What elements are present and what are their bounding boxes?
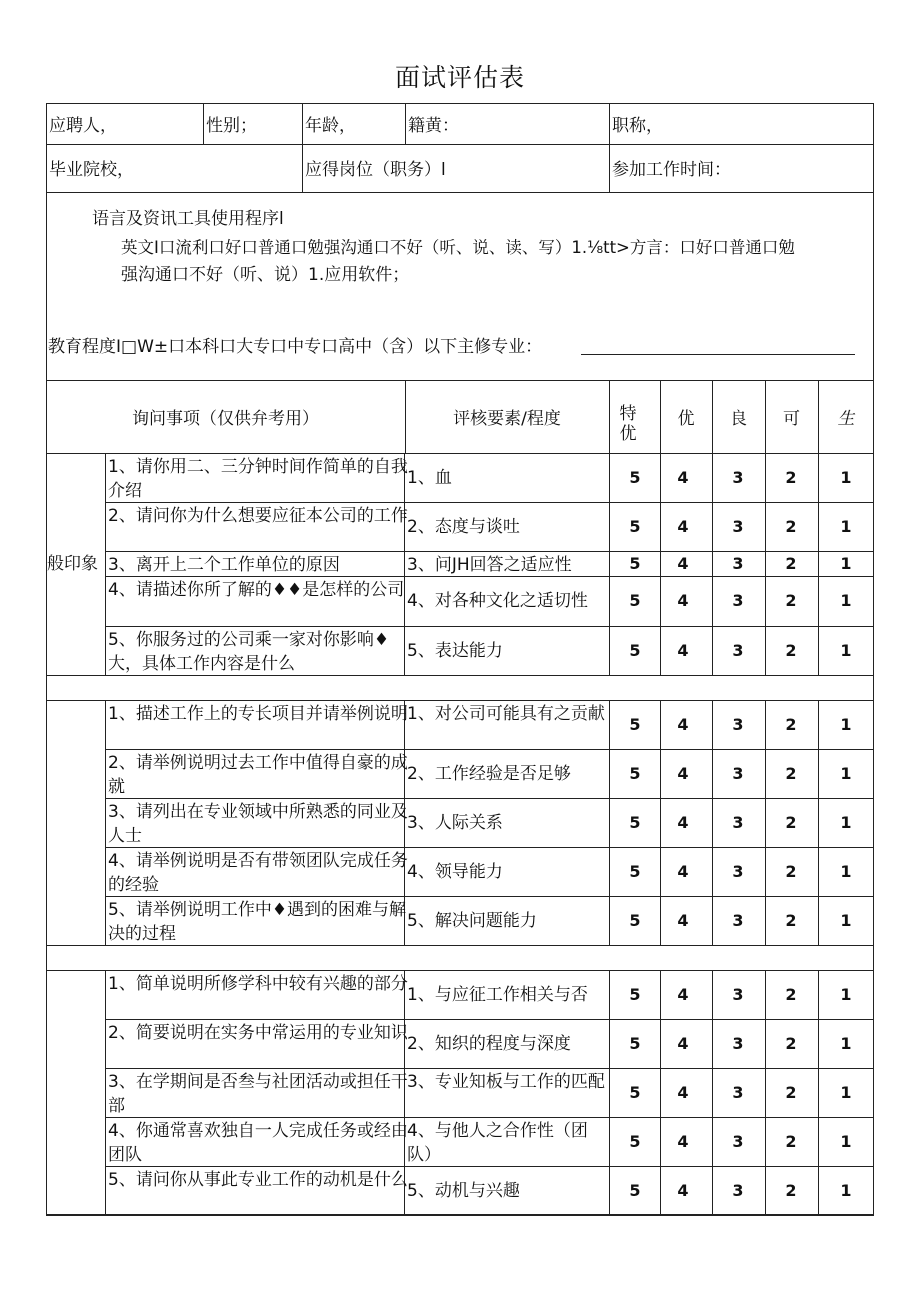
- grid-line: [765, 700, 766, 945]
- question-text: 1、简单说明所修学科中较有兴趣的部分: [108, 974, 408, 994]
- score-3: 3: [732, 640, 744, 660]
- score-4: 4: [677, 467, 689, 487]
- language-options-line1: 英文I口流利口好口普通口勉强沟通口不好（听、说、读、写）1.⅛tt>方言：口好口普通口勉: [121, 238, 795, 257]
- grid-line: [712, 700, 713, 945]
- factor-text: 5、动机与兴趣: [407, 1180, 520, 1201]
- factor-text: 4、与他人之合作性（团队）: [407, 1121, 588, 1165]
- score-3: 3: [732, 861, 744, 881]
- score-5: 5: [629, 553, 641, 573]
- score-2: 2: [785, 591, 797, 610]
- score-1: 1: [840, 1082, 852, 1102]
- question-text: 1、请你用二、三分钟时间作简单的自我介绍: [108, 457, 408, 501]
- score-2: 2: [785, 910, 797, 930]
- score-4: 4: [677, 1033, 689, 1053]
- header-factor: 评核要素/程度: [453, 409, 561, 429]
- question-text: 3、在学期间是否叁与社团活动或担任干部: [108, 1072, 408, 1116]
- grid-line: [46, 144, 874, 145]
- score-1: 1: [840, 1033, 852, 1053]
- grid-line: [105, 1068, 874, 1069]
- question-text: 5、请举例说明工作中♦遇到的困难与解决的过程: [108, 900, 407, 944]
- grid-line: [105, 576, 874, 577]
- score-5: 5: [629, 1131, 641, 1151]
- question-text: 5、你服务过的公司乘一家对你影响♦大，具体工作内容是什么: [108, 630, 390, 674]
- age-label: 年龄，: [305, 116, 356, 136]
- factor-text: 4、对各种文化之适切性: [407, 591, 588, 611]
- score-5: 5: [629, 984, 641, 1004]
- gender-label: 性别；: [206, 116, 257, 136]
- question-text: 2、请举例说明过去工作中值得自豪的成就: [108, 753, 408, 797]
- section-label: 般印象: [47, 554, 98, 574]
- score-1: 1: [840, 1180, 852, 1200]
- grid-line: [46, 1215, 874, 1216]
- grid-line: [660, 453, 661, 675]
- page-title: 面试评估表: [394, 63, 525, 92]
- score-4: 4: [677, 861, 689, 881]
- score-3: 3: [732, 1033, 744, 1053]
- grid-line: [105, 502, 874, 503]
- score-1: 1: [840, 516, 852, 536]
- score-3: 3: [732, 516, 744, 536]
- header-grade-fair: 良: [730, 409, 747, 429]
- score-5: 5: [629, 591, 641, 610]
- grid-line: [609, 380, 610, 453]
- score-1: 1: [840, 763, 852, 783]
- position-label: 应得岗位（职务）l: [305, 160, 446, 180]
- score-3: 3: [732, 910, 744, 930]
- score-2: 2: [785, 640, 797, 660]
- header-grade-excellent: 特优: [619, 404, 637, 444]
- grid-line: [105, 700, 106, 945]
- score-2: 2: [785, 1033, 797, 1053]
- grid-line: [105, 749, 874, 750]
- major-blank: [581, 354, 855, 355]
- score-1: 1: [840, 861, 852, 881]
- score-3: 3: [732, 1180, 744, 1200]
- score-1: 1: [840, 640, 852, 660]
- job-title-label: 职称，: [612, 116, 663, 136]
- score-3: 3: [732, 1082, 744, 1102]
- score-2: 2: [785, 516, 797, 536]
- score-3: 3: [732, 812, 744, 832]
- score-1: 1: [840, 1131, 852, 1151]
- grid-line: [105, 847, 874, 848]
- grid-line: [660, 970, 661, 1215]
- score-5: 5: [629, 640, 641, 660]
- factor-text: 5、解决问题能力: [407, 910, 537, 931]
- school-label: 毕业院校，: [49, 160, 134, 180]
- score-2: 2: [785, 861, 797, 881]
- factor-text: 1、血: [407, 467, 452, 488]
- header-grade-good: 优: [677, 409, 695, 429]
- score-1: 1: [840, 812, 852, 832]
- grid-line: [765, 453, 766, 675]
- question-text: 2、请问你为什么想要应征本公司的工作: [108, 506, 408, 526]
- score-5: 5: [629, 910, 641, 930]
- score-2: 2: [785, 984, 797, 1004]
- grid-line: [46, 945, 874, 946]
- score-4: 4: [677, 640, 689, 660]
- score-4: 4: [677, 1180, 689, 1200]
- score-5: 5: [629, 714, 641, 734]
- question-text: 3、离开上二个工作单位的原因: [108, 555, 340, 575]
- score-2: 2: [785, 1082, 797, 1102]
- grid-line: [105, 551, 874, 552]
- grid-line: [46, 453, 874, 454]
- score-4: 4: [677, 984, 689, 1004]
- language-heading: 语言及资讯工具使用程序l: [92, 209, 284, 229]
- grid-line: [105, 970, 106, 1215]
- applicant-label: 应聘人，: [49, 116, 117, 136]
- score-3: 3: [732, 591, 744, 610]
- grid-line: [609, 970, 610, 1215]
- score-1: 1: [840, 553, 852, 573]
- native-place-label: 籍黄：: [408, 116, 459, 136]
- score-2: 2: [785, 1131, 797, 1151]
- score-4: 4: [677, 763, 689, 783]
- header-grade-pass: 可: [783, 409, 800, 429]
- score-4: 4: [677, 1131, 689, 1151]
- question-text: 4、你通常喜欢独自一人完成任务或经由团队: [108, 1121, 408, 1165]
- score-1: 1: [840, 984, 852, 1004]
- grid-line: [660, 700, 661, 945]
- education-line: 教育程度I□W±口本科口大专口中专口高中（含）以下主修专业：: [48, 337, 543, 357]
- score-5: 5: [629, 812, 641, 832]
- header-grade-poor: 生: [837, 409, 855, 429]
- grid-line: [46, 380, 874, 381]
- score-4: 4: [677, 1082, 689, 1102]
- factor-text: 3、问JH回答之适应性: [407, 555, 572, 575]
- score-2: 2: [785, 812, 797, 832]
- score-2: 2: [785, 714, 797, 734]
- score-2: 2: [785, 763, 797, 783]
- score-3: 3: [732, 1131, 744, 1151]
- grid-line: [105, 626, 874, 627]
- factor-text: 3、人际关系: [407, 812, 503, 833]
- score-5: 5: [629, 763, 641, 783]
- score-5: 5: [629, 861, 641, 881]
- score-1: 1: [840, 591, 852, 610]
- score-1: 1: [840, 910, 852, 930]
- grid-line: [203, 103, 204, 144]
- question-text: 2、简要说明在实务中常运用的专业知识: [108, 1023, 408, 1043]
- score-4: 4: [677, 910, 689, 930]
- score-5: 5: [629, 467, 641, 487]
- grid-line: [105, 1019, 874, 1020]
- grid-line: [302, 103, 303, 192]
- question-text: 5、请问你从事此专业工作的动机是什么: [108, 1170, 408, 1190]
- score-3: 3: [732, 467, 744, 487]
- factor-text: 2、态度与谈吐: [407, 516, 520, 537]
- grid-line: [609, 453, 610, 675]
- score-2: 2: [785, 1180, 797, 1200]
- grid-line: [609, 700, 610, 945]
- question-text: 4、请举例说明是否有带领团队完成任务的经验: [108, 851, 408, 895]
- grid-line: [46, 970, 874, 971]
- grid-line: [712, 970, 713, 1215]
- score-5: 5: [629, 1082, 641, 1102]
- grid-line: [46, 192, 874, 193]
- score-1: 1: [840, 467, 852, 487]
- question-text: 4、请描述你所了解的♦♦是怎样的公司: [108, 580, 405, 600]
- grid-line: [405, 103, 406, 144]
- score-2: 2: [785, 467, 797, 487]
- grid-line: [105, 896, 874, 897]
- score-5: 5: [629, 516, 641, 536]
- score-4: 4: [677, 714, 689, 734]
- question-text: 1、描述工作上的专长项目并请举例说明: [108, 704, 408, 724]
- grid-line: [609, 103, 610, 192]
- grid-line: [105, 453, 106, 675]
- score-5: 5: [629, 1033, 641, 1053]
- header-question: 询问事项（仅供弁考用）: [132, 409, 319, 429]
- score-4: 4: [677, 591, 689, 610]
- grid-line: [765, 970, 766, 1215]
- factor-text: 2、知织的程度与深度: [407, 1033, 571, 1054]
- work-start-label: 参加工作时间：: [612, 160, 731, 180]
- score-3: 3: [732, 984, 744, 1004]
- grid-line: [818, 453, 819, 675]
- question-text: 3、请列出在专业领域中所熟悉的同业及人士: [108, 802, 408, 846]
- score-5: 5: [629, 1180, 641, 1200]
- score-3: 3: [732, 553, 744, 573]
- language-options-line2: 强沟通口不好（听、说）1.应用软件；: [121, 265, 410, 285]
- score-1: 1: [840, 714, 852, 734]
- grid-line: [712, 453, 713, 675]
- grid-line: [105, 1117, 874, 1118]
- grid-line: [818, 700, 819, 945]
- factor-text: 3、专业知板与工作的匹配: [407, 1072, 605, 1092]
- factor-text: 5、表达能力: [407, 640, 503, 661]
- grid-line: [818, 970, 819, 1215]
- grid-line: [105, 798, 874, 799]
- factor-text: 1、对公司可能具有之贡献: [407, 704, 605, 724]
- factor-text: 4、领导能力: [407, 861, 503, 882]
- score-4: 4: [677, 516, 689, 536]
- grid-line: [46, 700, 874, 701]
- score-2: 2: [785, 553, 797, 573]
- score-3: 3: [732, 763, 744, 783]
- grid-line: [46, 675, 874, 676]
- factor-text: 2、工作经验是否足够: [407, 763, 571, 784]
- score-4: 4: [677, 553, 689, 573]
- grid-line: [105, 1166, 874, 1167]
- score-4: 4: [677, 812, 689, 832]
- factor-text: 1、与应征工作相关与否: [407, 984, 588, 1005]
- score-3: 3: [732, 714, 744, 734]
